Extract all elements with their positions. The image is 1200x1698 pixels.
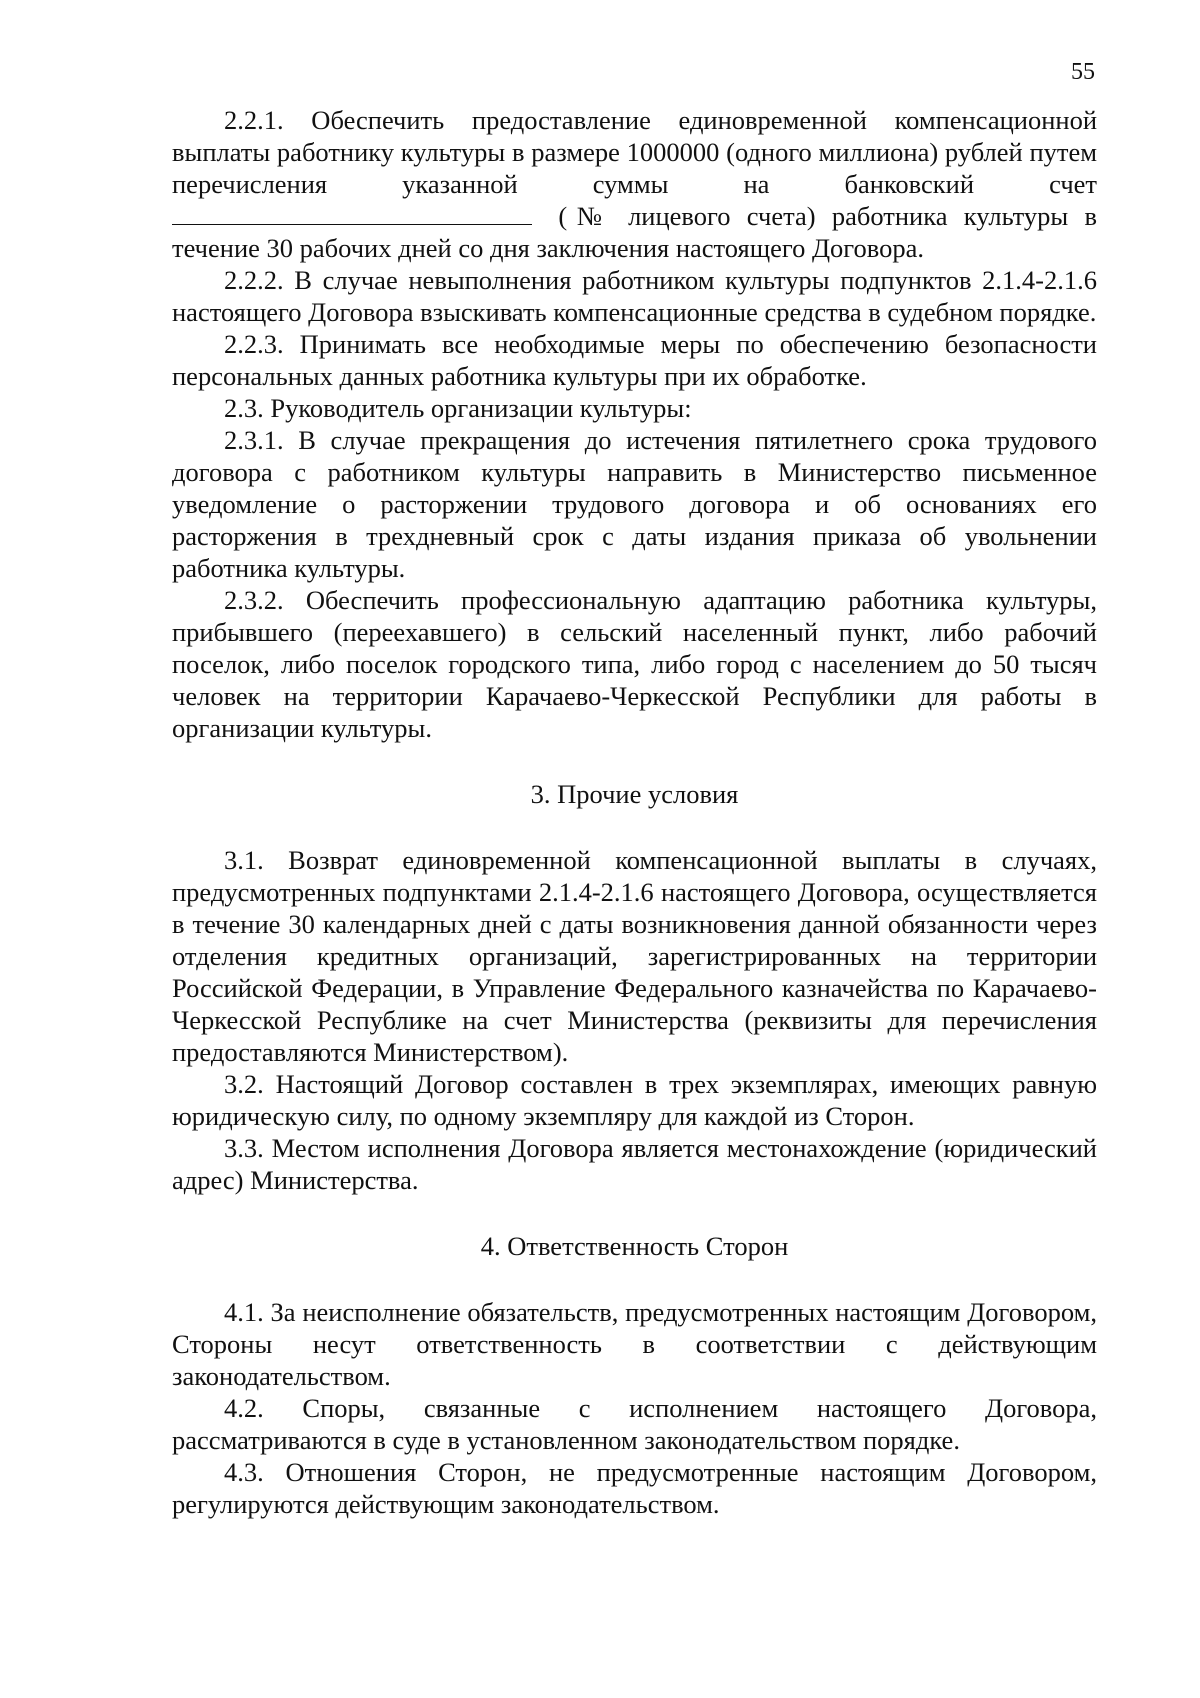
account-number-blank	[172, 202, 532, 225]
clause-2-3-2: 2.3.2. Обеспечить профессиональную адаптацию работника культуры, прибывшего (переехавшего) в сельский населенный пункт, либо рабочий поселок, либо поселок городского типа, либо город с населением до 50 тысяч человек на территории Карачаево-Черкесской Республики для работы в организации культуры.	[172, 585, 1097, 743]
clause-2-3: 2.3. Руководитель организации культуры:	[224, 393, 692, 423]
document-body	[172, 104, 1097, 1520]
page-number: 55	[1071, 59, 1095, 85]
clause-4-2: 4.2. Споры, связанные с исполнением настоящего Договора, рассматриваются в суде в установленном законодательством порядке.	[172, 1393, 1097, 1455]
clause-4-1: 4.1. За неисполнение обязательств, предусмотренных настоящим Договором, Стороны несут ответственность в соответствии с действующим законодательством.	[172, 1297, 1097, 1391]
clause-2-2-1	[172, 104, 1097, 264]
clause-2-2-2: 2.2.2. В случае невыполнения работником культуры подпунктов 2.1.4-2.1.6 настоящего Договора взыскивать компенсационные средства в судебном порядке.	[172, 265, 1097, 327]
clause-2-2-3: 2.2.3. Принимать все необходимые меры по обеспечению безопасности персональных данных работника культуры при их обработке.	[172, 329, 1097, 391]
clause-2-2-1-text-a: 2.2.1. Обеспечить предоставление единовременной компенсационной выплаты работнику культуры в размере 1000000 (одного миллиона) рублей путем перечисления указанной суммы на банковский счет	[172, 105, 1097, 199]
section-3-heading: 3. Прочие условия	[530, 779, 739, 809]
clause-3-2: 3.2. Настоящий Договор составлен в трех экземплярах, имеющих равную юридическую силу, по одному экземпляру для каждой из Сторон.	[172, 1069, 1097, 1131]
section-4-heading: 4. Ответственность Сторон	[480, 1231, 789, 1261]
clause-2-2-1-text-b: (№ лицевого счета) работника культуры в течение 30 рабочих дней со дня заключения настоящего Договора.	[172, 201, 1098, 263]
clause-4-3: 4.3. Отношения Сторон, не предусмотренные настоящим Договором, регулируются действующим законодательством.	[172, 1457, 1097, 1519]
clause-3-3: 3.3. Местом исполнения Договора является местонахождение (юридический адрес) Министерства.	[172, 1133, 1097, 1195]
clause-2-3-1: 2.3.1. В случае прекращения до истечения пятилетнего срока трудового договора с работником культуры направить в Министерство письменное уведомление о расторжении трудового договора и об основаниях его расторжения в трехдневный срок с даты издания приказа об увольнении работника культуры.	[172, 425, 1097, 583]
clause-3-1: 3.1. Возврат единовременной компенсационной выплаты в случаях, предусмотренных подпунктами 2.1.4-2.1.6 настоящего Договора, осуществляется в течение 30 календарных дней с даты возникновения данной обязанности через отделения кредитных организаций, зарегистрированных на территории Российской Федерации, в Управление Федерального казначейства по Карачаево-Черкесской Республике на счет Министерства (реквизиты для перечисления предоставляются Министерством).	[172, 845, 1097, 1067]
